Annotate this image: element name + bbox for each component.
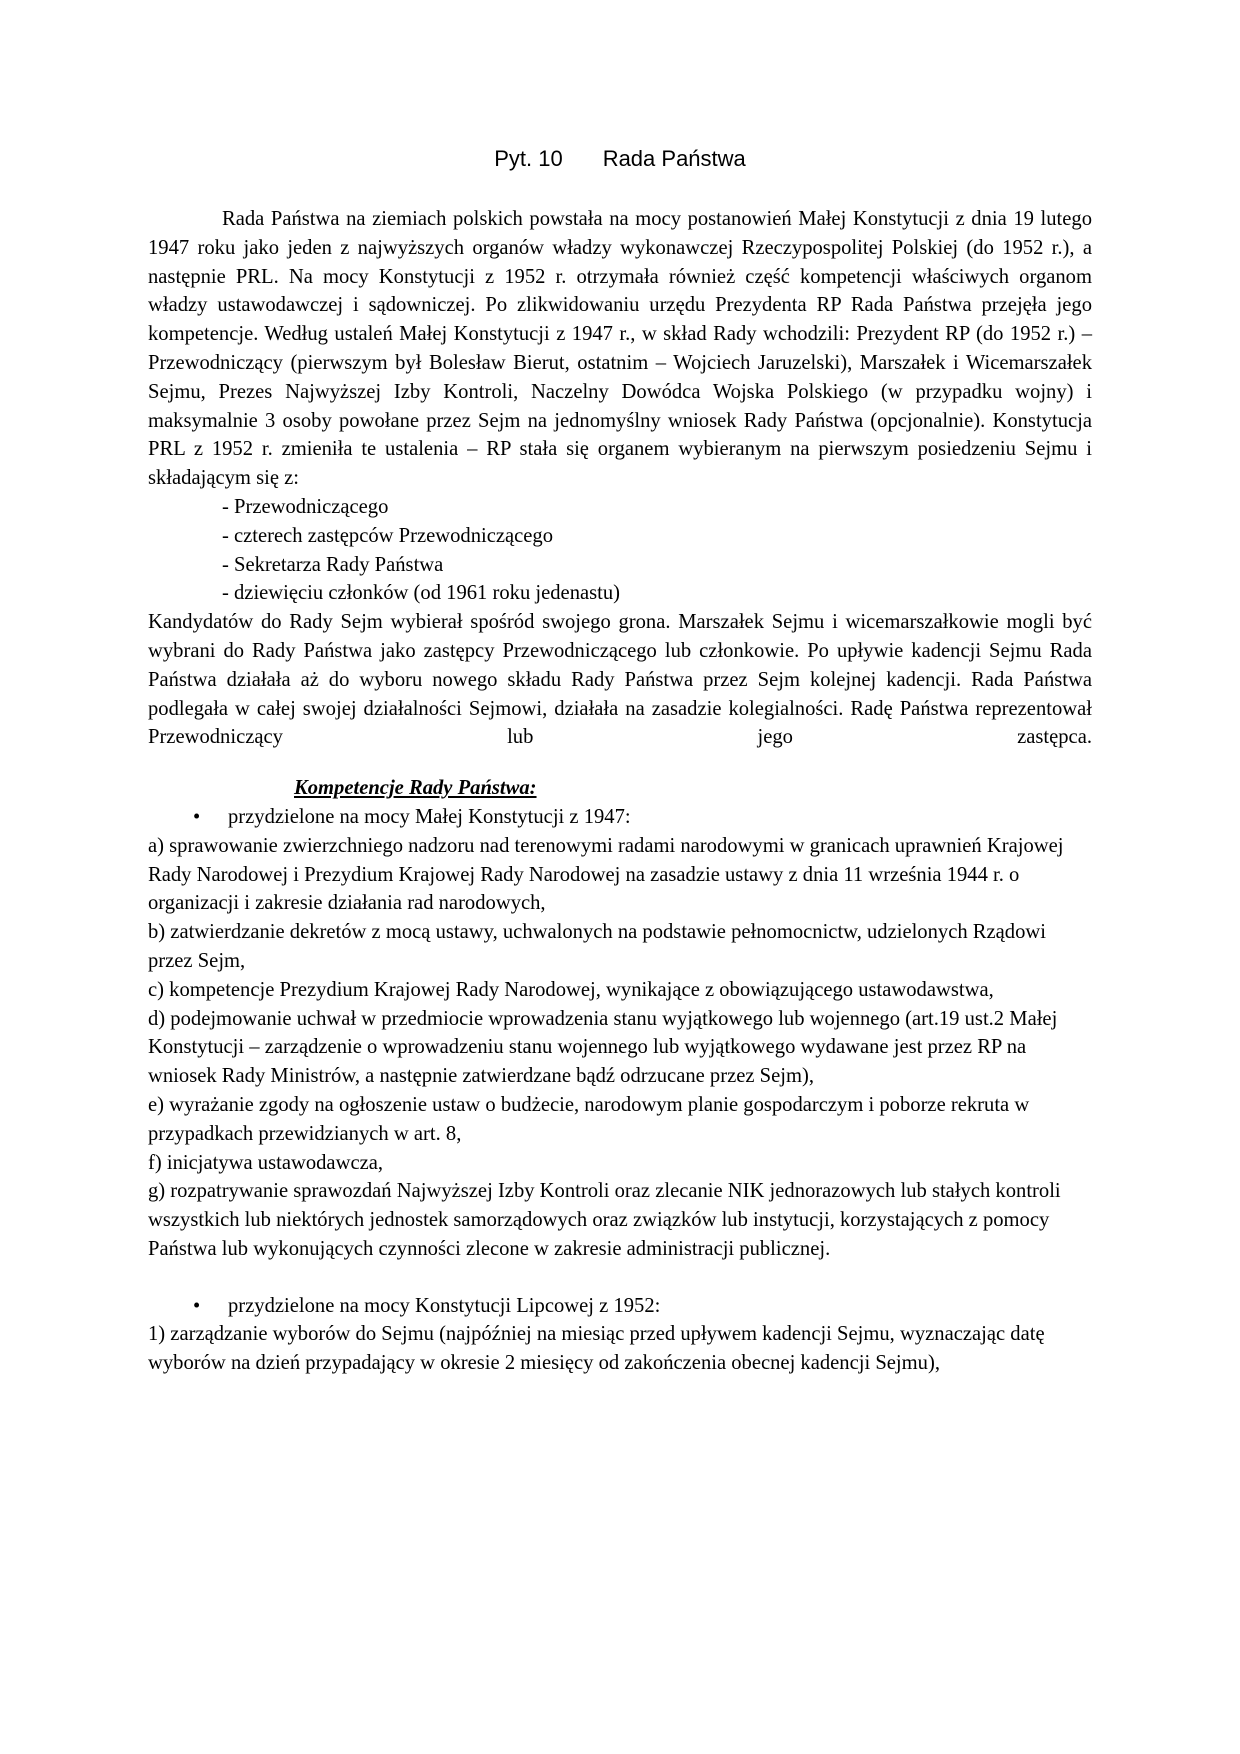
list-item: g) rozpatrywanie sprawozdań Najwyższej Izby Kontroli oraz zlecanie NIK jednorazowych lub stałych kontroli wszystkich lub niektórych jednostek samorządowych oraz związków lub instytucji, korzystających z pomocy Państwa lub wykonujących czynności zlecone w zakresie administracji publicznej. xyxy=(148,1180,1061,1260)
question-number: Pyt. 10 xyxy=(494,146,563,171)
list-item: a) sprawowanie zwierzchniego nadzoru nad terenowymi radami narodowymi w granicach uprawnień Krajowej Rady Narodowej i Prezydium Krajowej Rady Narodowej na zasadzie ustawy z dnia 11 września 1944 r. o organizacji i zakresie działania rad narodowych, xyxy=(148,834,1064,915)
intro-paragraph: Rada Państwa na ziemiach polskich powstała na mocy postanowień Małej Konstytucji z dnia 19 lutego 1947 roku jako jeden z najwyższych organów władzy wykonawczej Rzeczypospolitej Polskiej (do 1952 r.), a następnie PRL. Na mocy Konstytucji z 1952 r. otrzymała również część kompetencji właściwych organom władzy ustawodawczej i sądowniczej. Po zlikwidowaniu urzędu Prezydenta RP Rada Państwa przejęła jego kompetencje. Według ustaleń Małej Konstytucji z 1947 r., w skład Rady wchodzili: Prezydent RP (do 1952 r.) – Przewodniczący (pierwszym był Bolesław Bierut, ostatnim – Wojciech Jaruzelski), Marszałek i Wicemarszałek Sejmu, Prezes Najwyższej Izby Kontroli, Naczelny Dowódca Wojska Polskiego (w przypadku wojny) i maksymalnie 3 osoby powołane przez Sejm na jednomyślny wniosek Rady Państwa (opcjonalnie). Konstytucja PRL z 1952 r. zmieniła te ustalenia – RP stała się organem wybieranym na pierwszym posiedzeniu Sejmu i składającym się z: xyxy=(148,208,1092,490)
list-item: e) wyrażanie zgody na ogłoszenie ustaw o budżecie, narodowym planie gospodarczym i poborze rekruta w przypadkach przewidzianych w art. 8, xyxy=(148,1093,1030,1145)
title-text: Rada Państwa xyxy=(602,146,746,171)
section-2-list xyxy=(148,1320,1092,1378)
document-body xyxy=(148,205,1092,1378)
list-item: f) inicjatywa ustawodawcza, xyxy=(148,1151,384,1174)
member-item: - Przewodniczącego xyxy=(222,495,389,518)
members-list xyxy=(148,493,1092,608)
list-item: b) zatwierdzanie dekretów z mocą ustawy, uchwalonych na podstawie pełnomocnictw, udzielonych Rządowi przez Sejm, xyxy=(148,921,1046,972)
section-2-label: przydzielone na mocy Konstytucji Lipcowej z 1952: xyxy=(228,1294,661,1317)
competences-heading: Kompetencje Rady Państwa: xyxy=(294,777,537,800)
list-item: 1) zarządzanie wyborów do Sejmu (najpóźniej na miesiąc przed upływem kadencji Sejmu, wyznaczając datę wyborów na dzień przypadający w okresie 2 miesięcy od zakończenia obecnej kadencji Sejmu), xyxy=(148,1323,1045,1375)
bullet-icon: • xyxy=(193,1294,201,1317)
list-item: d) podejmowanie uchwał w przedmiocie wprowadzenia stanu wyjątkowego lub wojennego (art.19 ust.2 Małej Konstytucji – zarządzenie o wprowadzeniu stanu wojennego lub wyjątkowego wydawane jest przez RP na wniosek Rady Ministrów, a następnie zatwierdzane bądź odrzucane przez Sejm), xyxy=(148,1007,1058,1088)
section-1-bullet xyxy=(193,803,1092,832)
member-item: - czterech zastępców Przewodniczącego xyxy=(222,524,554,547)
list-item: c) kompetencje Prezydium Krajowej Rady Narodowej, wynikające z obowiązującego ustawodawstwa, xyxy=(148,978,994,1001)
section-2-bullet xyxy=(193,1292,1092,1321)
paragraph-2: Kandydatów do Rady Sejm wybierał spośród swojego grona. Marszałek Sejmu i wicemarszałkowie mogli być wybrani do Rady Państwa jako zastępcy Przewodniczącego lub członkowie. Po upływie kadencji Sejmu Rada Państwa działała aż do wyboru nowego składu Rady Państwa przez Sejm kolejnej kadencji. Rada Państwa podlegała w całej swojej działalności Sejmowi, działała na zasadzie kolegialności. Radę Państwa reprezentował Przewodniczący lub jego zastępca. xyxy=(148,611,1092,749)
member-item: - Sekretarza Rady Państwa xyxy=(222,553,444,576)
section-1-label: przydzielone na mocy Małej Konstytucji z 1947: xyxy=(228,805,631,828)
member-item: - dziewięciu członków (od 1961 roku jedenastu) xyxy=(222,582,621,605)
page-title xyxy=(148,144,1092,174)
section-1-list xyxy=(148,832,1092,1264)
spacer xyxy=(148,1264,1092,1292)
bullet-icon: • xyxy=(193,805,201,828)
